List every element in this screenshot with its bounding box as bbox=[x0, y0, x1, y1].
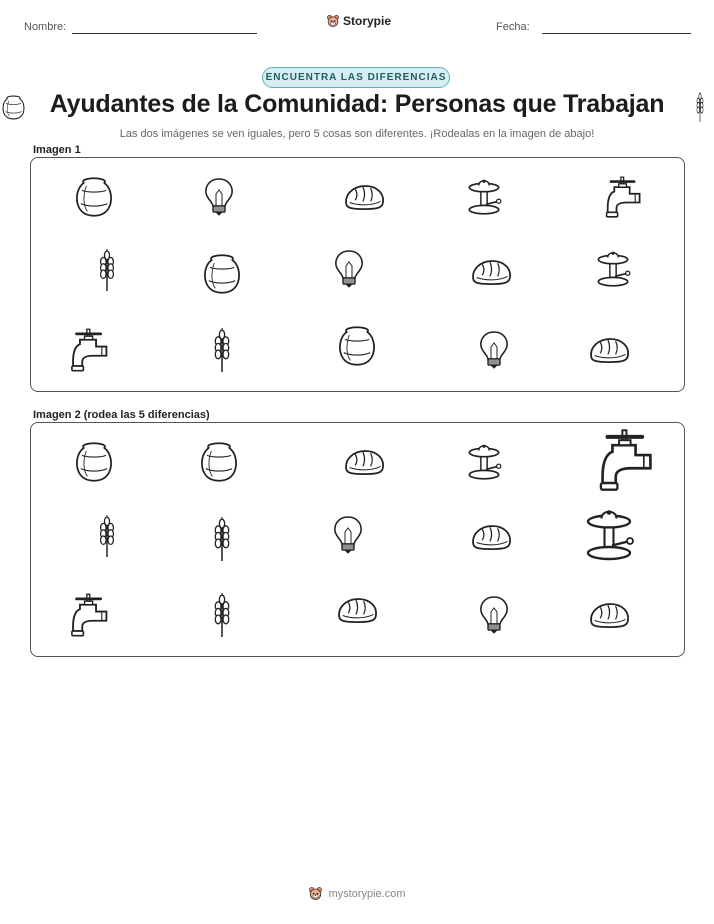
panel-1-label: Imagen 1 bbox=[33, 144, 81, 156]
pot-icon bbox=[72, 175, 116, 219]
faucet-icon[interactable] bbox=[65, 592, 111, 638]
lightbulb-icon[interactable] bbox=[474, 595, 514, 635]
bread-icon[interactable] bbox=[469, 515, 513, 559]
page-title: Ayudantes de la Comunidad: Personas que Trabajan bbox=[49, 90, 665, 118]
lightbulb-icon bbox=[199, 177, 239, 217]
date-field[interactable] bbox=[542, 33, 691, 34]
bread-icon[interactable] bbox=[587, 593, 631, 637]
potters-wheel-icon bbox=[592, 248, 634, 290]
name-field[interactable] bbox=[72, 33, 257, 34]
faucet-icon bbox=[600, 175, 644, 219]
pot-icon[interactable] bbox=[197, 440, 241, 484]
name-label: Nombre: bbox=[24, 21, 67, 33]
wheat-icon bbox=[200, 328, 244, 372]
lightbulb-icon bbox=[329, 249, 369, 289]
pot-icon bbox=[200, 252, 244, 296]
pot-icon bbox=[335, 324, 379, 368]
activity-badge: ENCUENTRA LAS DIFERENCIAS bbox=[262, 67, 450, 88]
bear-icon bbox=[326, 14, 340, 28]
footer-url: mystorypie.com bbox=[328, 887, 406, 900]
wheat-icon[interactable] bbox=[200, 593, 244, 637]
instructions: Las dos imágenes se ven iguales, pero 5 cosas son diferentes. ¡Rodealas en la imagen de abajo! bbox=[119, 128, 595, 140]
bread-icon[interactable] bbox=[335, 588, 379, 632]
brand-name: Storypie bbox=[343, 14, 392, 28]
bear-icon bbox=[308, 886, 323, 901]
faucet-icon bbox=[65, 327, 111, 373]
wheat-icon[interactable] bbox=[200, 517, 244, 561]
faucet-icon[interactable] bbox=[591, 427, 657, 493]
bread-icon bbox=[342, 175, 386, 219]
bread-icon[interactable] bbox=[342, 440, 386, 484]
bread-icon bbox=[587, 328, 631, 372]
wheat-icon bbox=[86, 249, 128, 291]
bread-icon bbox=[469, 250, 513, 294]
wheat-icon[interactable] bbox=[86, 515, 128, 557]
brand-logo bbox=[326, 14, 391, 28]
potters-wheel-icon[interactable] bbox=[579, 505, 639, 565]
pot-icon[interactable] bbox=[72, 440, 116, 484]
panel-2-label: Imagen 2 (rodea las 5 diferencias) bbox=[33, 409, 210, 421]
footer bbox=[0, 886, 714, 901]
potters-wheel-icon[interactable] bbox=[463, 441, 505, 483]
lightbulb-icon bbox=[474, 330, 514, 370]
potters-wheel-icon bbox=[463, 176, 505, 218]
lightbulb-icon[interactable] bbox=[328, 515, 368, 555]
date-label: Fecha: bbox=[496, 21, 530, 33]
